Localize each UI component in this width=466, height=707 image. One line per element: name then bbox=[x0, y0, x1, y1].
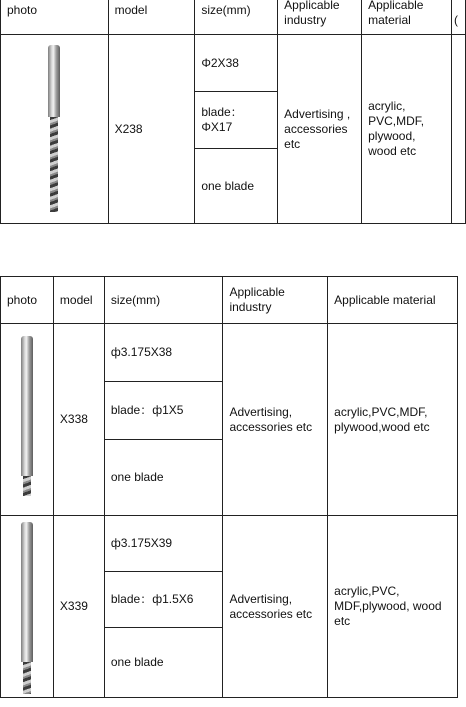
size-diameter-cell: Φ2X38 bbox=[195, 35, 278, 92]
end-mill-image bbox=[48, 45, 60, 212]
material-cell: acrylic,PVC, MDF,plywood, wood etc bbox=[328, 516, 458, 698]
header-model: model bbox=[108, 0, 195, 35]
size-diameter-cell: ф3.175X39 bbox=[104, 516, 223, 572]
material-cell: acrylic, PVC,MDF, plywood, wood etc bbox=[362, 35, 452, 224]
extra-cell bbox=[451, 35, 465, 224]
table-x338-x339 bbox=[0, 276, 458, 698]
header-photo: photo bbox=[1, 0, 109, 35]
photo-cell bbox=[1, 516, 54, 698]
model-cell: X238 bbox=[108, 35, 195, 224]
size-blade-cell: blade：ΦX17 bbox=[195, 92, 278, 149]
size-blades-count-cell: one blade bbox=[104, 628, 223, 698]
industry-cell: Advertising, accessories etc bbox=[223, 324, 328, 516]
header-industry: Applicable industry bbox=[278, 0, 362, 35]
table-row bbox=[1, 324, 458, 382]
header-model: model bbox=[53, 277, 104, 324]
industry-cell: Advertising , accessories etc bbox=[278, 35, 362, 224]
table-header-row bbox=[1, 0, 466, 35]
header-size: size(mm) bbox=[195, 0, 278, 35]
size-diameter-cell: ф3.175X38 bbox=[104, 324, 223, 382]
material-cell: acrylic,PVC,MDF, plywood,wood etc bbox=[328, 324, 458, 516]
end-mill-image bbox=[21, 522, 33, 694]
end-mill-image bbox=[21, 336, 33, 496]
model-cell: X338 bbox=[53, 324, 104, 516]
size-blade-cell: blade：ф1.5X6 bbox=[104, 572, 223, 628]
size-blades-count-cell: one blade bbox=[104, 440, 223, 516]
size-blades-count-cell: one blade bbox=[195, 149, 278, 224]
table-x238 bbox=[0, 0, 466, 224]
header-material: Applicable material bbox=[362, 0, 452, 35]
size-blade-cell: blade：ф1X5 bbox=[104, 382, 223, 440]
table-row bbox=[1, 516, 458, 572]
header-photo: photo bbox=[1, 277, 54, 324]
table-header-row bbox=[1, 277, 458, 324]
table-row bbox=[1, 35, 466, 92]
header-size: size(mm) bbox=[104, 277, 223, 324]
header-extra: ( bbox=[451, 0, 465, 35]
header-material: Applicable material bbox=[328, 277, 458, 324]
industry-cell: Advertising, accessories etc bbox=[223, 516, 328, 698]
photo-cell bbox=[1, 324, 54, 516]
photo-cell bbox=[1, 35, 109, 224]
header-industry: Applicable industry bbox=[223, 277, 328, 324]
model-cell: X339 bbox=[53, 516, 104, 698]
